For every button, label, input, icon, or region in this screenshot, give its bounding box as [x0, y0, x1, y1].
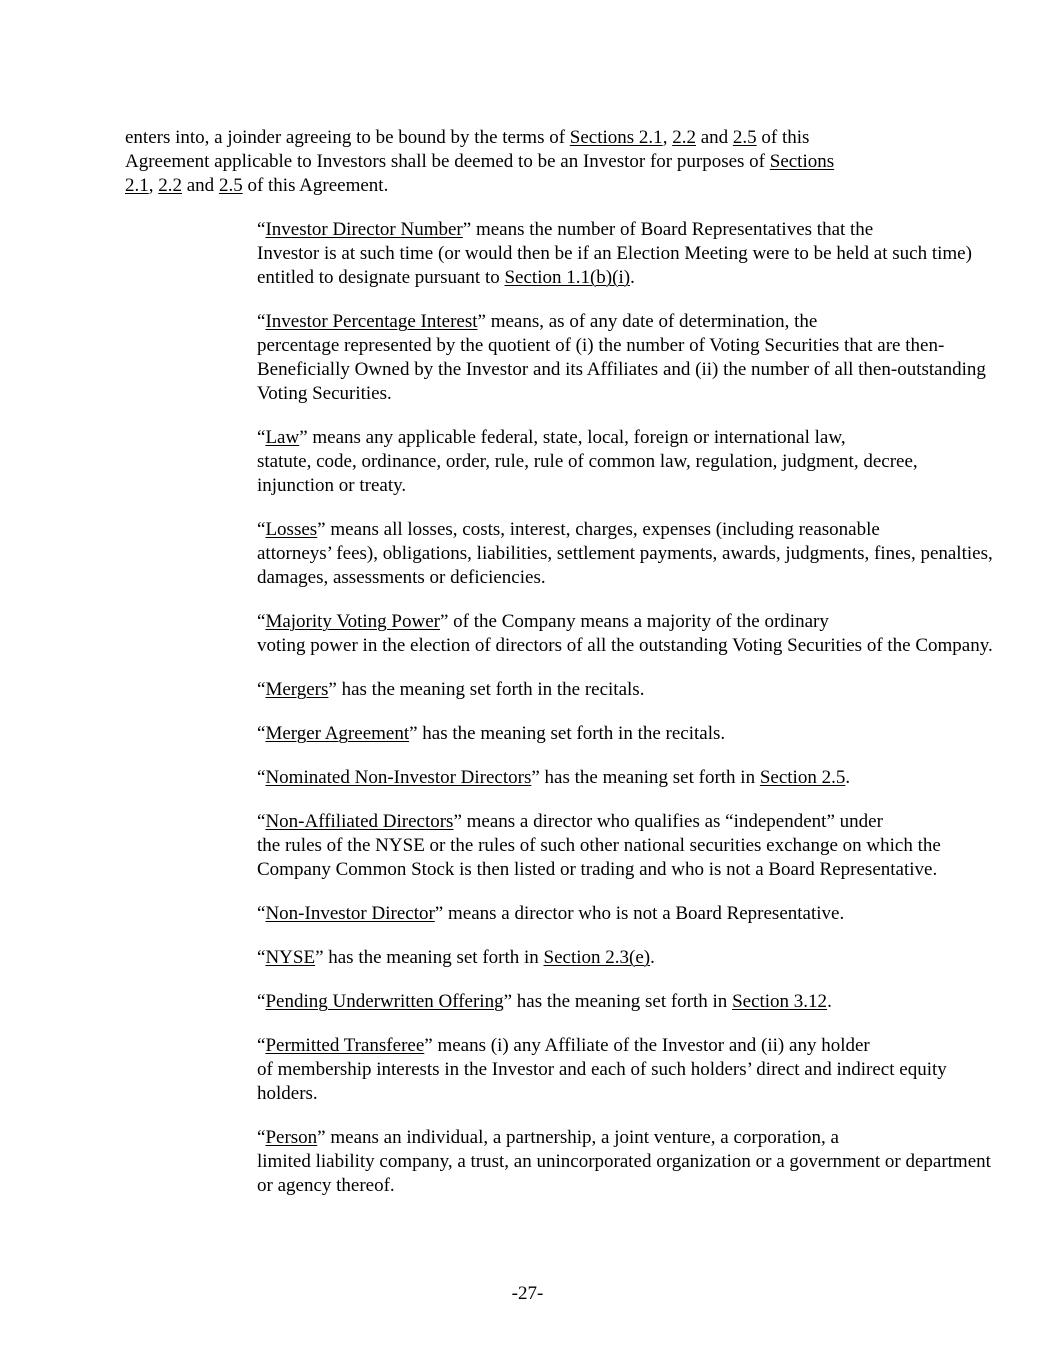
text-line: [125, 1034, 935, 1058]
text-segment: of this Agreement.: [242, 175, 389, 196]
text-segment: ” means the number of Board Representatives that the: [462, 219, 874, 240]
underlined-term: Majority Voting Power: [265, 611, 440, 632]
text-line: [125, 766, 935, 790]
text-segment: entitled to designate pursuant to: [257, 267, 505, 288]
text-segment: and: [695, 127, 733, 148]
text-segment: “: [257, 1035, 266, 1056]
text-segment: ” means an individual, a partnership, a joint venture, a corporation, a: [317, 1127, 839, 1148]
text-line: [125, 610, 935, 634]
text-line: [125, 1082, 935, 1106]
text-segment: attorneys’ fees), obligations, liabilities, settlement payments, awards, judgments, fines, penalties,: [257, 543, 993, 564]
text-segment: ” means all losses, costs, interest, charges, expenses (including reasonable: [317, 519, 880, 540]
underlined-term: 2.5: [732, 127, 757, 148]
page-number: -27-: [511, 1283, 544, 1304]
text-segment: .: [827, 991, 832, 1012]
text-segment: Company Common Stock is then listed or trading and who is not a Board Representative.: [257, 859, 938, 880]
text-segment: Investor is at such time (or would then be if an Election Meeting were to be held at such time): [257, 243, 972, 264]
underlined-term: Person: [265, 1127, 318, 1148]
text-line: [125, 858, 938, 882]
text-line: [125, 1174, 935, 1198]
text-segment: ” means any applicable federal, state, local, foreign or international law,: [299, 427, 846, 448]
text-segment: “: [257, 767, 266, 788]
underlined-term: 2.2: [158, 175, 182, 196]
underlined-term: Section 2.3(e): [543, 947, 651, 968]
text-line: [125, 946, 935, 970]
text-segment: holders.: [257, 1083, 318, 1104]
definition-paragraph-pending-underwritten-offering: [125, 990, 935, 1014]
definition-paragraph-losses: [125, 518, 993, 590]
text-line: [125, 1150, 991, 1174]
underlined-term: NYSE: [265, 947, 316, 968]
text-segment: “: [257, 723, 266, 744]
document-page: [125, 126, 993, 1218]
underlined-term: Permitted Transferee: [265, 1035, 425, 1056]
text-segment: ” has the meaning set forth in: [315, 947, 544, 968]
text-segment: statute, code, ordinance, order, rule, rule of common law, regulation, judgment, decree,: [257, 451, 918, 472]
text-segment: or agency thereof.: [257, 1175, 395, 1196]
text-segment: ,: [662, 127, 673, 148]
text-line: [125, 266, 935, 290]
text-line: [125, 450, 935, 474]
text-segment: “: [257, 611, 266, 632]
text-line: [125, 566, 935, 590]
text-segment: of membership interests in the Investor and each of such holders’ direct and indirect equity: [257, 1059, 947, 1080]
underlined-term: 2.2: [672, 127, 696, 148]
underlined-term: Non-Investor Director: [265, 903, 435, 924]
definition-paragraph-majority-voting-power: [125, 610, 993, 658]
underlined-term: Non-Affiliated Directors: [265, 811, 454, 832]
text-line: [125, 174, 935, 198]
text-segment: “: [257, 811, 266, 832]
text-segment: “: [257, 427, 266, 448]
definition-paragraph-continuation: [125, 126, 935, 198]
underlined-term: Merger Agreement: [265, 723, 410, 744]
underlined-term: Losses: [265, 519, 318, 540]
definition-paragraph-nominated-non-investor-directors: [125, 766, 935, 790]
text-line: [125, 518, 935, 542]
text-line: [125, 990, 935, 1014]
text-segment: of this: [756, 127, 810, 148]
text-line: [125, 902, 935, 926]
text-line: [125, 334, 945, 358]
text-segment: “: [257, 991, 266, 1012]
text-segment: “: [257, 679, 266, 700]
text-line: [125, 426, 935, 450]
text-segment: enters into, a joinder agreeing to be bound by the terms of: [125, 127, 570, 148]
text-line: [125, 1126, 935, 1150]
text-segment: Agreement applicable to Investors shall be deemed to be an Investor for purposes of: [125, 151, 770, 172]
text-segment: “: [257, 519, 266, 540]
text-segment: the rules of the NYSE or the rules of such other national securities exchange on which the: [257, 835, 941, 856]
underlined-term: Section 2.5: [759, 767, 846, 788]
text-line: [125, 126, 935, 150]
text-line: [125, 1058, 947, 1082]
text-segment: injunction or treaty.: [257, 475, 407, 496]
text-line: [125, 722, 935, 746]
definition-paragraph-permitted-transferee: [125, 1034, 947, 1106]
text-segment: damages, assessments or deficiencies.: [257, 567, 546, 588]
text-segment: limited liability company, a trust, an unincorporated organization or a government or department: [257, 1151, 991, 1172]
definition-paragraph-non-affiliated-directors: [125, 810, 941, 882]
text-line: [125, 358, 986, 382]
text-segment: ” has the meaning set forth in the recitals.: [409, 723, 726, 744]
text-segment: “: [257, 1127, 266, 1148]
underlined-term: Section 1.1(b)(i): [504, 267, 631, 288]
text-line: [125, 542, 993, 566]
text-line: [125, 474, 935, 498]
text-line: [125, 834, 941, 858]
text-segment: .: [650, 947, 655, 968]
text-segment: ” has the meaning set forth in: [503, 991, 733, 1012]
text-segment: ” has the meaning set forth in: [531, 767, 760, 788]
underlined-term: 2.1: [125, 175, 149, 196]
underlined-term: Investor Percentage Interest: [265, 311, 478, 332]
text-line: [125, 310, 935, 334]
text-segment: .: [845, 767, 851, 788]
underlined-term: Sections 2.1: [569, 127, 663, 148]
underlined-term: Mergers: [265, 679, 329, 700]
text-segment: ” means a director who is not a Board Representative.: [434, 903, 845, 924]
text-segment: ” means (i) any Affiliate of the Investor and (ii) any holder: [424, 1035, 870, 1056]
text-line: [125, 242, 972, 266]
definition-paragraph-law: [125, 426, 935, 498]
definition-paragraph-investor-percentage-interest: [125, 310, 986, 406]
underlined-term: Pending Underwritten Offering: [265, 991, 504, 1012]
text-segment: ” means, as of any date of determination, the: [477, 311, 818, 332]
definition-paragraph-merger-agreement: [125, 722, 935, 746]
underlined-term: Investor Director Number: [265, 219, 463, 240]
text-line: [125, 150, 935, 174]
underlined-term: Nominated Non-Investor Directors: [265, 767, 532, 788]
text-line: [125, 218, 935, 242]
text-segment: percentage represented by the quotient of (i) the number of Voting Securities that are then-: [257, 335, 945, 356]
text-line: [125, 810, 935, 834]
text-segment: Voting Securities.: [257, 383, 392, 404]
text-segment: ,: [148, 175, 159, 196]
text-segment: “: [257, 311, 266, 332]
text-segment: “: [257, 219, 266, 240]
text-segment: ” of the Company means a majority of the ordinary: [439, 611, 829, 632]
text-segment: ” has the meaning set forth in the recitals.: [328, 679, 645, 700]
underlined-term: 2.5: [218, 175, 243, 196]
definition-paragraph-mergers: [125, 678, 935, 702]
definition-paragraph-nyse: [125, 946, 935, 970]
text-segment: Beneficially Owned by the Investor and its Affiliates and (ii) the number of all then-outstanding: [257, 359, 986, 380]
text-segment: “: [257, 947, 266, 968]
text-segment: voting power in the election of directors of all the outstanding Voting Securities of the Company.: [257, 635, 993, 656]
definition-paragraph-person: [125, 1126, 991, 1198]
text-line: [125, 634, 993, 658]
text-segment: ” means a director who qualifies as “independent” under: [453, 811, 883, 832]
text-line: [125, 382, 935, 406]
underlined-term: Section 3.12: [732, 991, 828, 1012]
definition-paragraph-non-investor-director: [125, 902, 935, 926]
text-segment: and: [182, 175, 219, 196]
text-segment: .: [630, 267, 635, 288]
underlined-term: Law: [265, 427, 300, 448]
underlined-term: Sections: [769, 151, 835, 172]
text-line: [125, 678, 935, 702]
text-segment: “: [257, 903, 266, 924]
definition-paragraph-investor-director-number: [125, 218, 972, 290]
